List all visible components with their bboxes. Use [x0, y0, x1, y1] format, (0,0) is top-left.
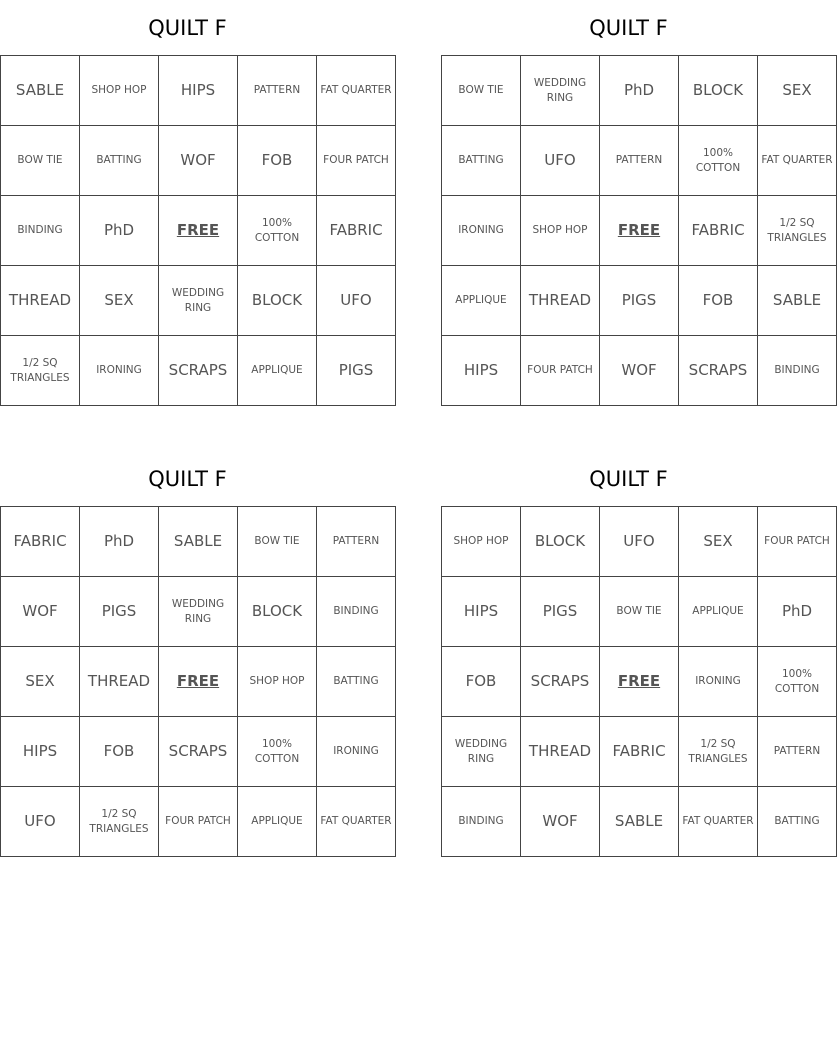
grid-cell: BLOCK — [238, 266, 317, 336]
grid-cell: PhD — [600, 56, 679, 126]
grid-cell: APPLIQUE — [238, 787, 317, 857]
grid-cell: THREAD — [80, 647, 159, 717]
grid-cell: BINDING — [1, 196, 80, 266]
grid-cell: IRONING — [317, 717, 396, 787]
grid-row — [1, 266, 396, 336]
card-title: QUILT F — [589, 467, 668, 491]
grid-cell: PIGS — [600, 266, 679, 336]
free-space-cell: FREE — [159, 196, 238, 266]
grid-cell: FOUR PATCH — [521, 336, 600, 406]
grid-cell: 1/2 SQ TRIANGLES — [1, 336, 80, 406]
grid-row — [1, 126, 396, 196]
grid-cell: WEDDING RING — [521, 56, 600, 126]
grid-cell: FOUR PATCH — [159, 787, 238, 857]
grid-cell: FOUR PATCH — [758, 507, 837, 577]
grid-cell: 100% COTTON — [238, 196, 317, 266]
grid-cell: 1/2 SQ TRIANGLES — [679, 717, 758, 787]
grid-cell: HIPS — [442, 336, 521, 406]
grid-cell: WEDDING RING — [442, 717, 521, 787]
grid-row — [1, 787, 396, 857]
grid-cell: IRONING — [442, 196, 521, 266]
grid-cell: PIGS — [521, 577, 600, 647]
card-title: QUILT F — [589, 16, 668, 40]
grid-cell: FOB — [679, 266, 758, 336]
card-title: QUILT F — [148, 467, 227, 491]
grid-row — [442, 787, 837, 857]
grid-row — [442, 507, 837, 577]
grid-cell: APPLIQUE — [238, 336, 317, 406]
grid-row — [1, 56, 396, 126]
grid-cell: UFO — [600, 507, 679, 577]
grid-cell: FABRIC — [1, 507, 80, 577]
free-space-cell: FREE — [159, 647, 238, 717]
grid-cell: PhD — [80, 507, 159, 577]
grid-cell: WOF — [600, 336, 679, 406]
grid-cell: SABLE — [600, 787, 679, 857]
grid-cell: WOF — [521, 787, 600, 857]
grid-row — [442, 266, 837, 336]
grid-cell: SCRAPS — [521, 647, 600, 717]
grid-cell: WOF — [1, 577, 80, 647]
grid-cell: FAT QUARTER — [758, 126, 837, 196]
grid-row — [442, 196, 837, 266]
grid-cell: SCRAPS — [159, 336, 238, 406]
grid-row — [1, 717, 396, 787]
grid-cell: BATTING — [80, 126, 159, 196]
grid-cell: HIPS — [1, 717, 80, 787]
grid-cell: UFO — [521, 126, 600, 196]
grid-cell: FAT QUARTER — [679, 787, 758, 857]
grid-cell: IRONING — [679, 647, 758, 717]
grid-cell: SHOP HOP — [442, 507, 521, 577]
grid-cell: BOW TIE — [1, 126, 80, 196]
grid-cell: PIGS — [317, 336, 396, 406]
grid-cell: UFO — [1, 787, 80, 857]
grid-cell: FOB — [238, 126, 317, 196]
grid-row — [442, 336, 837, 406]
grid-cell: WEDDING RING — [159, 577, 238, 647]
grid-cell: IRONING — [80, 336, 159, 406]
grid-cell: SEX — [758, 56, 837, 126]
grid-cell: WOF — [159, 126, 238, 196]
grid-cell: SEX — [80, 266, 159, 336]
grid-cell: FAT QUARTER — [317, 787, 396, 857]
card-title: QUILT F — [148, 16, 227, 40]
grid-row — [442, 647, 837, 717]
grid-cell: WEDDING RING — [159, 266, 238, 336]
grid-row — [1, 577, 396, 647]
grid-row — [1, 196, 396, 266]
grid-cell: FABRIC — [317, 196, 396, 266]
grid-cell: SEX — [1, 647, 80, 717]
bingo-grid — [0, 55, 396, 406]
grid-cell: BATTING — [758, 787, 837, 857]
grid-row — [1, 507, 396, 577]
grid-cell: SABLE — [1, 56, 80, 126]
grid-cell: PATTERN — [758, 717, 837, 787]
grid-cell: BLOCK — [521, 507, 600, 577]
grid-cell: THREAD — [1, 266, 80, 336]
grid-cell: PATTERN — [600, 126, 679, 196]
grid-cell: 1/2 SQ TRIANGLES — [758, 196, 837, 266]
grid-row — [442, 717, 837, 787]
grid-cell: BLOCK — [679, 56, 758, 126]
free-space-cell: FREE — [600, 647, 679, 717]
grid-cell: BINDING — [758, 336, 837, 406]
grid-cell: SCRAPS — [159, 717, 238, 787]
grid-cell: BATTING — [442, 126, 521, 196]
grid-row — [1, 336, 396, 406]
grid-row — [442, 126, 837, 196]
grid-cell: FOB — [442, 647, 521, 717]
grid-cell: SABLE — [758, 266, 837, 336]
grid-cell: BINDING — [442, 787, 521, 857]
grid-cell: 100% COTTON — [238, 717, 317, 787]
grid-cell: SHOP HOP — [521, 196, 600, 266]
grid-cell: SCRAPS — [679, 336, 758, 406]
grid-cell: HIPS — [159, 56, 238, 126]
grid-cell: 1/2 SQ TRIANGLES — [80, 787, 159, 857]
grid-cell: BOW TIE — [600, 577, 679, 647]
grid-row — [442, 56, 837, 126]
grid-cell: THREAD — [521, 266, 600, 336]
grid-cell: BATTING — [317, 647, 396, 717]
grid-cell: SHOP HOP — [238, 647, 317, 717]
grid-row — [442, 577, 837, 647]
grid-cell: APPLIQUE — [442, 266, 521, 336]
grid-cell: SABLE — [159, 507, 238, 577]
grid-row — [1, 647, 396, 717]
grid-cell: FABRIC — [600, 717, 679, 787]
grid-cell: BINDING — [317, 577, 396, 647]
bingo-grid — [441, 55, 837, 406]
grid-cell: PhD — [758, 577, 837, 647]
grid-cell: FABRIC — [679, 196, 758, 266]
grid-cell: SHOP HOP — [80, 56, 159, 126]
grid-cell: BLOCK — [238, 577, 317, 647]
grid-cell: UFO — [317, 266, 396, 336]
grid-cell: FOB — [80, 717, 159, 787]
bingo-grid — [0, 506, 396, 857]
grid-cell: PhD — [80, 196, 159, 266]
grid-cell: PATTERN — [317, 507, 396, 577]
grid-cell: PATTERN — [238, 56, 317, 126]
grid-cell: FAT QUARTER — [317, 56, 396, 126]
grid-cell: PIGS — [80, 577, 159, 647]
grid-cell: 100% COTTON — [679, 126, 758, 196]
grid-cell: 100% COTTON — [758, 647, 837, 717]
grid-cell: THREAD — [521, 717, 600, 787]
grid-cell: SEX — [679, 507, 758, 577]
grid-cell: FOUR PATCH — [317, 126, 396, 196]
free-space-cell: FREE — [600, 196, 679, 266]
grid-cell: HIPS — [442, 577, 521, 647]
grid-cell: BOW TIE — [442, 56, 521, 126]
bingo-grid — [441, 506, 837, 857]
grid-cell: BOW TIE — [238, 507, 317, 577]
grid-cell: APPLIQUE — [679, 577, 758, 647]
